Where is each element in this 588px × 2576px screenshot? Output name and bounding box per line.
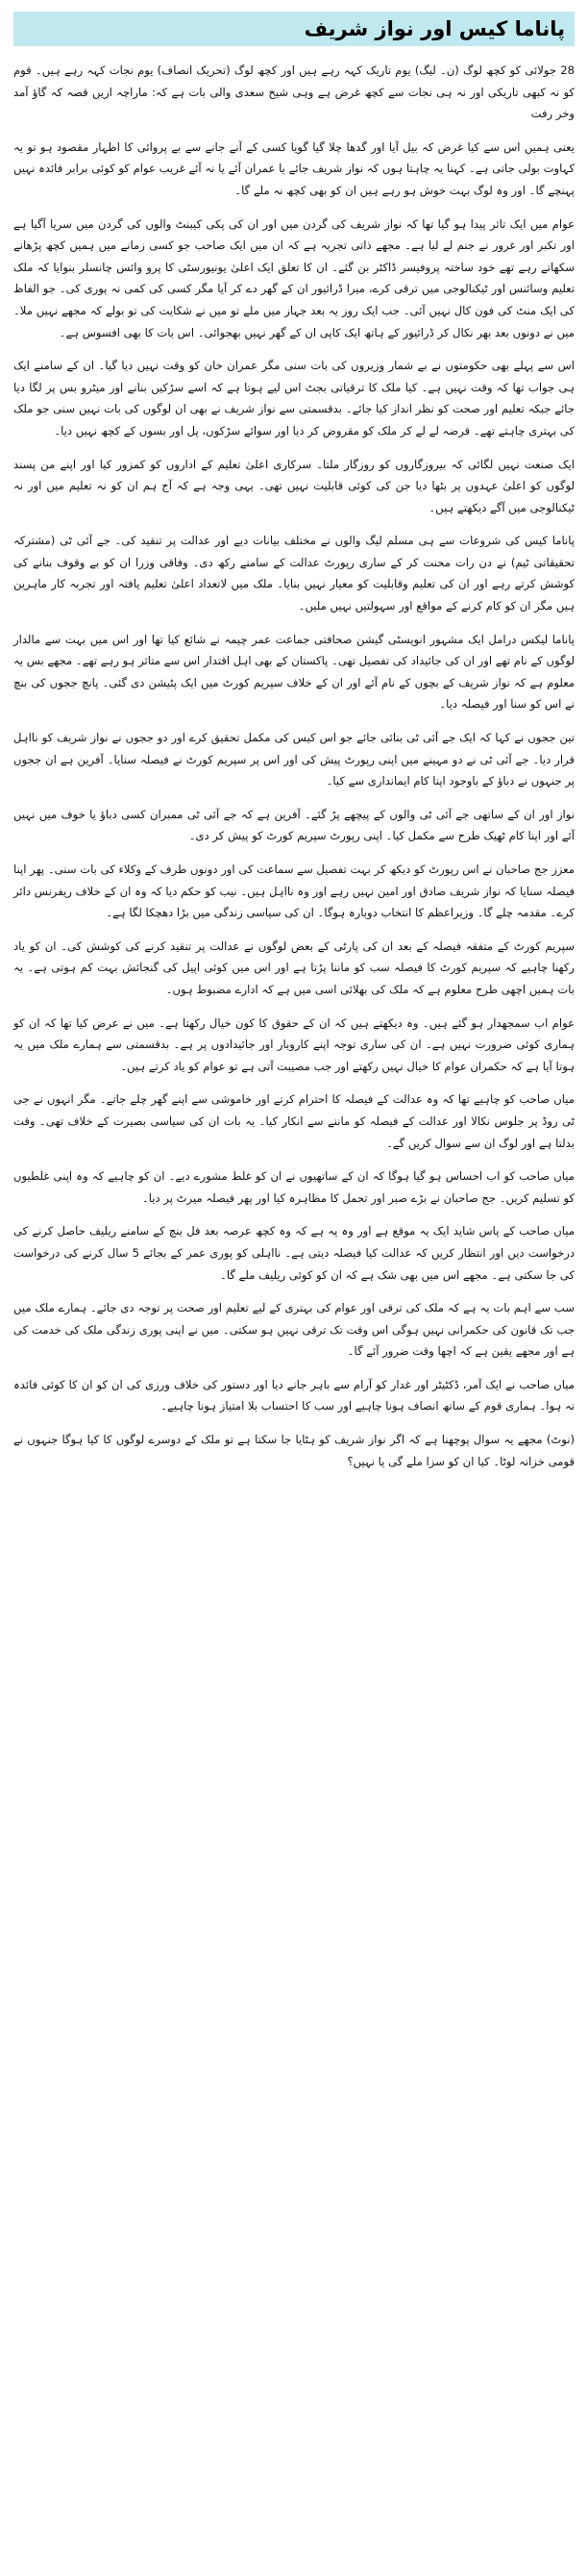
article-title: پاناما کیس اور نواز شریف bbox=[304, 17, 565, 40]
paragraph: 28 جولائی کو کچھ لوگ (ن۔ لیگ) یوم تاریک کہہ رہے ہیں اور کچھ لوگ (تحریک انصاف) یوم نجات کہہ رہے ہیں۔ قوم کو نہ کبھی تاریکی اور نہ ہی نجات سے کچھ غرض ہے وہی شیخ سعدی والی بات ہے کہ: ماراچہ ازیں قصہ کہ گاؤ آمد وخر رفت bbox=[13, 63, 575, 121]
paragraph: سپریم کورٹ کے متفقہ فیصلہ کے بعد ان کی پارٹی کے بعض لوگوں نے عدالت پر تنقید کرنے کی کوشش کی۔ ان کو یاد رکھنا چاہیے کہ سپریم کورٹ کا فیصلہ سب کو ماننا پڑتا ہے اور اس میں کوئی اپیل کی گنجائش بہت کم ہوتی ہے۔ یہ بات ہمیں اچھی طرح معلوم ہے کہ ملک کی بھلائی اسی میں ہے کہ ادارے مضبوط ہوں۔ bbox=[13, 938, 575, 996]
paragraph: سب سے اہم بات یہ ہے کہ ملک کی ترقی اور عوام کی بہتری کے لیے تعلیم اور صحت پر توجہ دی جائے۔ ہمارے ملک میں جب تک قانون کی حکمرانی نہیں ہوگی اس وقت تک ترقی نہیں ہو سکتی۔ میں نے اپنی پوری زندگی ملک کی خدمت کی ہے اور مجھے یقین ہے کہ اچھا وقت ضرور آئے گا۔ bbox=[13, 1301, 575, 1359]
paragraph: میاں صاحب کو اب احساس ہو گیا ہوگا کہ ان کے ساتھیوں نے ان کو غلط مشورے دیے۔ ان کو چاہیے کہ وہ اپنی غلطیوں کو تسلیم کریں۔ جج صاحبان نے بڑے صبر اور تحمل کا مظاہرہ کیا اور پھر فیصلہ میرٹ پر دیا۔ bbox=[13, 1169, 575, 1205]
paragraph: (نوٹ) مجھے یہ سوال پوچھنا ہے کہ اگر نواز شریف کو ہٹایا جا سکتا ہے تو ملک کے دوسرے لوگوں کا کیا ہوگا جنہوں نے قومی خزانہ لوٹا۔ کیا ان کو سزا ملے گی یا نہیں؟ bbox=[13, 1433, 575, 1468]
paragraph: پاناما لیکس درامل ایک مشہور انویسٹی گیشن صحافتی جماعت عمر چیمہ نے شائع کیا تھا اور اس میں بہت سے مالدار لوگوں کے نام تھے اور ان کی جائیداد کی تفصیل تھی۔ پاکستان کے بھی اہل اقتدار اس سے متاثر ہو رہے تھے۔ مجھے بس یہ معلوم ہے کہ نواز شریف کے بچوں کے نام آئے اور ان کے خلاف سپریم کورٹ میں ایک پٹیشن دی گئی۔ پانچ ججوں کی بنچ نے اس کو سنا اور فیصلہ دیا۔ bbox=[13, 632, 575, 712]
paragraph: تین ججوں نے کہا کہ ایک جے آئی ٹی بنائی جائے جو اس کیس کی مکمل تحقیق کرے اور دو ججوں نے نواز شریف کو نااہل قرار دیا۔ جے آئی ٹی نے دو مہینے میں اپنی رپورٹ پیش کی اور اس پر سپریم کورٹ نے فیصلہ سنایا۔ آفرین ہے ان ججوں پر جنہوں نے دباؤ کے باوجود اپنا کام ایمانداری سے کیا۔ bbox=[13, 731, 575, 788]
paragraph: میاں صاحب کو چاہیے تھا کہ وہ عدالت کے فیصلہ کا احترام کرتے اور خاموشی سے اپنے گھر چلے جاتے۔ مگر انہوں نے جی ٹی روڈ پر جلوس نکالا اور عدالت کے فیصلہ کو ماننے سے انکار کیا۔ یہ بات ان کی سیاسی بصیرت کے خلاف تھی۔ وقت بدلتا ہے اور لوگ ان سے سوال کریں گے۔ bbox=[13, 1092, 575, 1150]
article-body bbox=[13, 60, 575, 1472]
paragraph: ایک صنعت نہیں لگائی کہ بیروزگاروں کو روزگار ملتا۔ سرکاری اعلیٰ تعلیم کے اداروں کو کمزور کیا اور اپنے من پسند لوگوں کو اعلیٰ عہدوں پر بٹھا دیا جن کی کوئی قابلیت نہیں تھی۔ یہی وجہ ہے کہ آج ہم ان کو نہ تعلیم میں اور نہ ٹیکنالوجی میں آگے دیکھتے ہیں۔ bbox=[13, 457, 575, 514]
paragraph: نواز اور ان کے ساتھی جے آئی ٹی والوں کے پیچھے پڑ گئے۔ آفرین ہے کہ جے آئی ٹی ممبران کسی دباؤ یا خوف میں نہیں آئے اور اپنا کام ٹھیک طرح سے مکمل کیا۔ اپنی رپورٹ سپریم کورٹ کو پیش کر دی۔ bbox=[13, 807, 575, 843]
paragraph: پاناما کیس کی شروعات سے ہی مسلم لیگ والوں نے مختلف بیانات دیے اور عدالت پر تنقید کی۔ جے آئی ٹی (مشترکہ تحقیقاتی ٹیم) نے دن رات محنت کر کے ساری رپورٹ عدالت کے سامنے رکھ دی۔ وفاقی وزرا ان کو بے وقوف بنانے کی کوشش کرتے رہے اور ان کی تعلیم وقابلیت کو معیار نہیں بنایا۔ ملک میں لاتعداد اعلیٰ تعلیم یافتہ اور تجربہ کار ماہرین ہیں مگر ان کو کام کرنے کے مواقع اور سہولتیں نہیں ملیں۔ bbox=[13, 534, 575, 613]
paragraph: میاں صاحب کے پاس شاید ایک یہ موقع ہے اور وہ یہ ہے کہ وہ کچھ عرصہ بعد فل بنچ کے سامنے ریلیف حاصل کرنے کی درخواست دیں اور انتظار کریں کہ عدالت کیا فیصلہ دیتی ہے۔ نااہلی کو پوری عمر کے بجائے 5 سال کرنے کی درخواست کی جا سکتی ہے۔ مجھے اس میں بھی شک ہے کہ ان کو کوئی ریلیف ملے گا۔ bbox=[13, 1224, 575, 1282]
paragraph: معزز جج صاحبان نے اس رپورٹ کو دیکھ کر بہت تفصیل سے سماعت کی اور دونوں طرف کے وکلاء کی بات سنی۔ پھر اپنا فیصلہ سنایا کہ نواز شریف صادق اور امین نہیں رہے اور وہ نااہل ہیں۔ نیب کو حکم دیا کہ وہ ان کے خلاف ریفرنس دائر کرے۔ مقدمہ چلے گا۔ وزیراعظم کا انتخاب دوبارہ ہوگا۔ ان کی سیاسی زندگی میں بڑا دھچکا لگا ہے۔ bbox=[13, 863, 575, 920]
title-bar bbox=[13, 12, 575, 46]
paragraph: یعنی ہمیں اس سے کیا غرض کہ بیل آیا اور گدھا چلا گیا گویا کسی کے آنے جانے سے بے پروائی کا اظہار مقصود ہو تو یہ کہاوت بولی جاتی ہے۔ کہنا یہ چاہتا ہوں کہ نواز شریف جائے یا عمران آئے یا نہ آئے غریب عوام کو کوئی برابر فائدہ نہیں پہنچے گا۔ اور وہ لوگ بہت خوش ہو رہے ہیں ان کو بھی کچھ نہ ملے گا۔ bbox=[13, 139, 575, 197]
paragraph: عوام میں ایک تاثر پیدا ہو گیا تھا کہ نواز شریف کی گردن میں اور ان کی پکی کیبنٹ والوں کی گردن میں سریا آگیا ہے اور تکبر اور غرور نے جنم لے لیا ہے۔ مجھے ذاتی تجربہ ہے کہ ان میں ایک صاحب جو کسی زمانے میں ہمیں کچھ پڑھانے سکھاتے رہے تھے خود ساختہ پروفیسر ڈاکٹر بن گئے۔ ان کا تعلق ایک اعلیٰ یونیورسٹی کا پرو وائس چانسلر بنوایا کہ ملک تعلیم وسائنس اور ٹیکنالوجی میں ترقی کرے، میرا ڈرائیور ان کے گھر دے کر آیا مگر کسی کی کمی نہ پوری کی۔ جو الفاظ کی ایک منٹ کی فون کال نہیں آئی۔ جب ایک روز یہ بعد جہاز میں ملے تو میں نے شکایت کی تو بولے کہ مجھے نہیں ملا۔ میں نے دونوں بعد بھر نکال کر ڈرائیور کے ہاتھ ایک کاپی ان کے گھر نہیں بھجوائی۔ اس بات کا بھی افسوس ہے۔ bbox=[13, 216, 575, 339]
paragraph: اس سے پہلے بھی حکومتوں نے بے شمار وزیروں کی بات سنی مگر عمران خان کو وقت نہیں دیا گیا۔ ان کے سامنے ایک ہی جواب تھا کہ وقت نہیں ہے۔ کیا ملک کا ترقیاتی بجٹ اس لیے ہوتا ہے کہ اسے سڑکیں بنانے اور میٹرو بس پر لگا دیا جائے جبکہ تعلیم اور صحت کو نظر انداز کیا جائے۔ بدقسمتی سے نواز شریف نے بھی ان لوگوں کی بات نہیں سنی جو ملک کی بہتری چاہتے تھے۔ قرضہ لے لے کر ملک کو مقروض کر دیا اور سوائے سڑکوں، پل اور بسوں کے کچھ نہیں دیا۔ bbox=[13, 359, 575, 438]
paragraph: میاں صاحب نے ایک آمر، ڈکٹیٹر اور غدار کو آرام سے باہر جانے دیا اور دستور کی خلاف ورزی کی ان کو ان کا کوئی فائدہ نہ ہوا۔ ہماری قوم کے ساتھ انصاف ہونا چاہیے اور سب کا احتساب بلا امتیاز ہونا چاہیے۔ bbox=[13, 1377, 575, 1413]
paragraph: عوام اب سمجھدار ہو گئے ہیں۔ وہ دیکھتے ہیں کہ ان کے حقوق کا کون خیال رکھتا ہے۔ میں نے عرض کیا تھا کہ ان کو ہماری کوئی ضرورت نہیں ہے۔ ان کی ساری توجہ اپنے کاروبار اور جائیدادوں پر ہے۔ بدقسمتی سے ہمارے ملک میں یہ ہوتا آیا ہے کہ حکمران عوام کا خیال نہیں رکھتے اور جب مصیبت آتی ہے تو عوام کو یاد کرتے ہیں۔ bbox=[13, 1015, 575, 1073]
